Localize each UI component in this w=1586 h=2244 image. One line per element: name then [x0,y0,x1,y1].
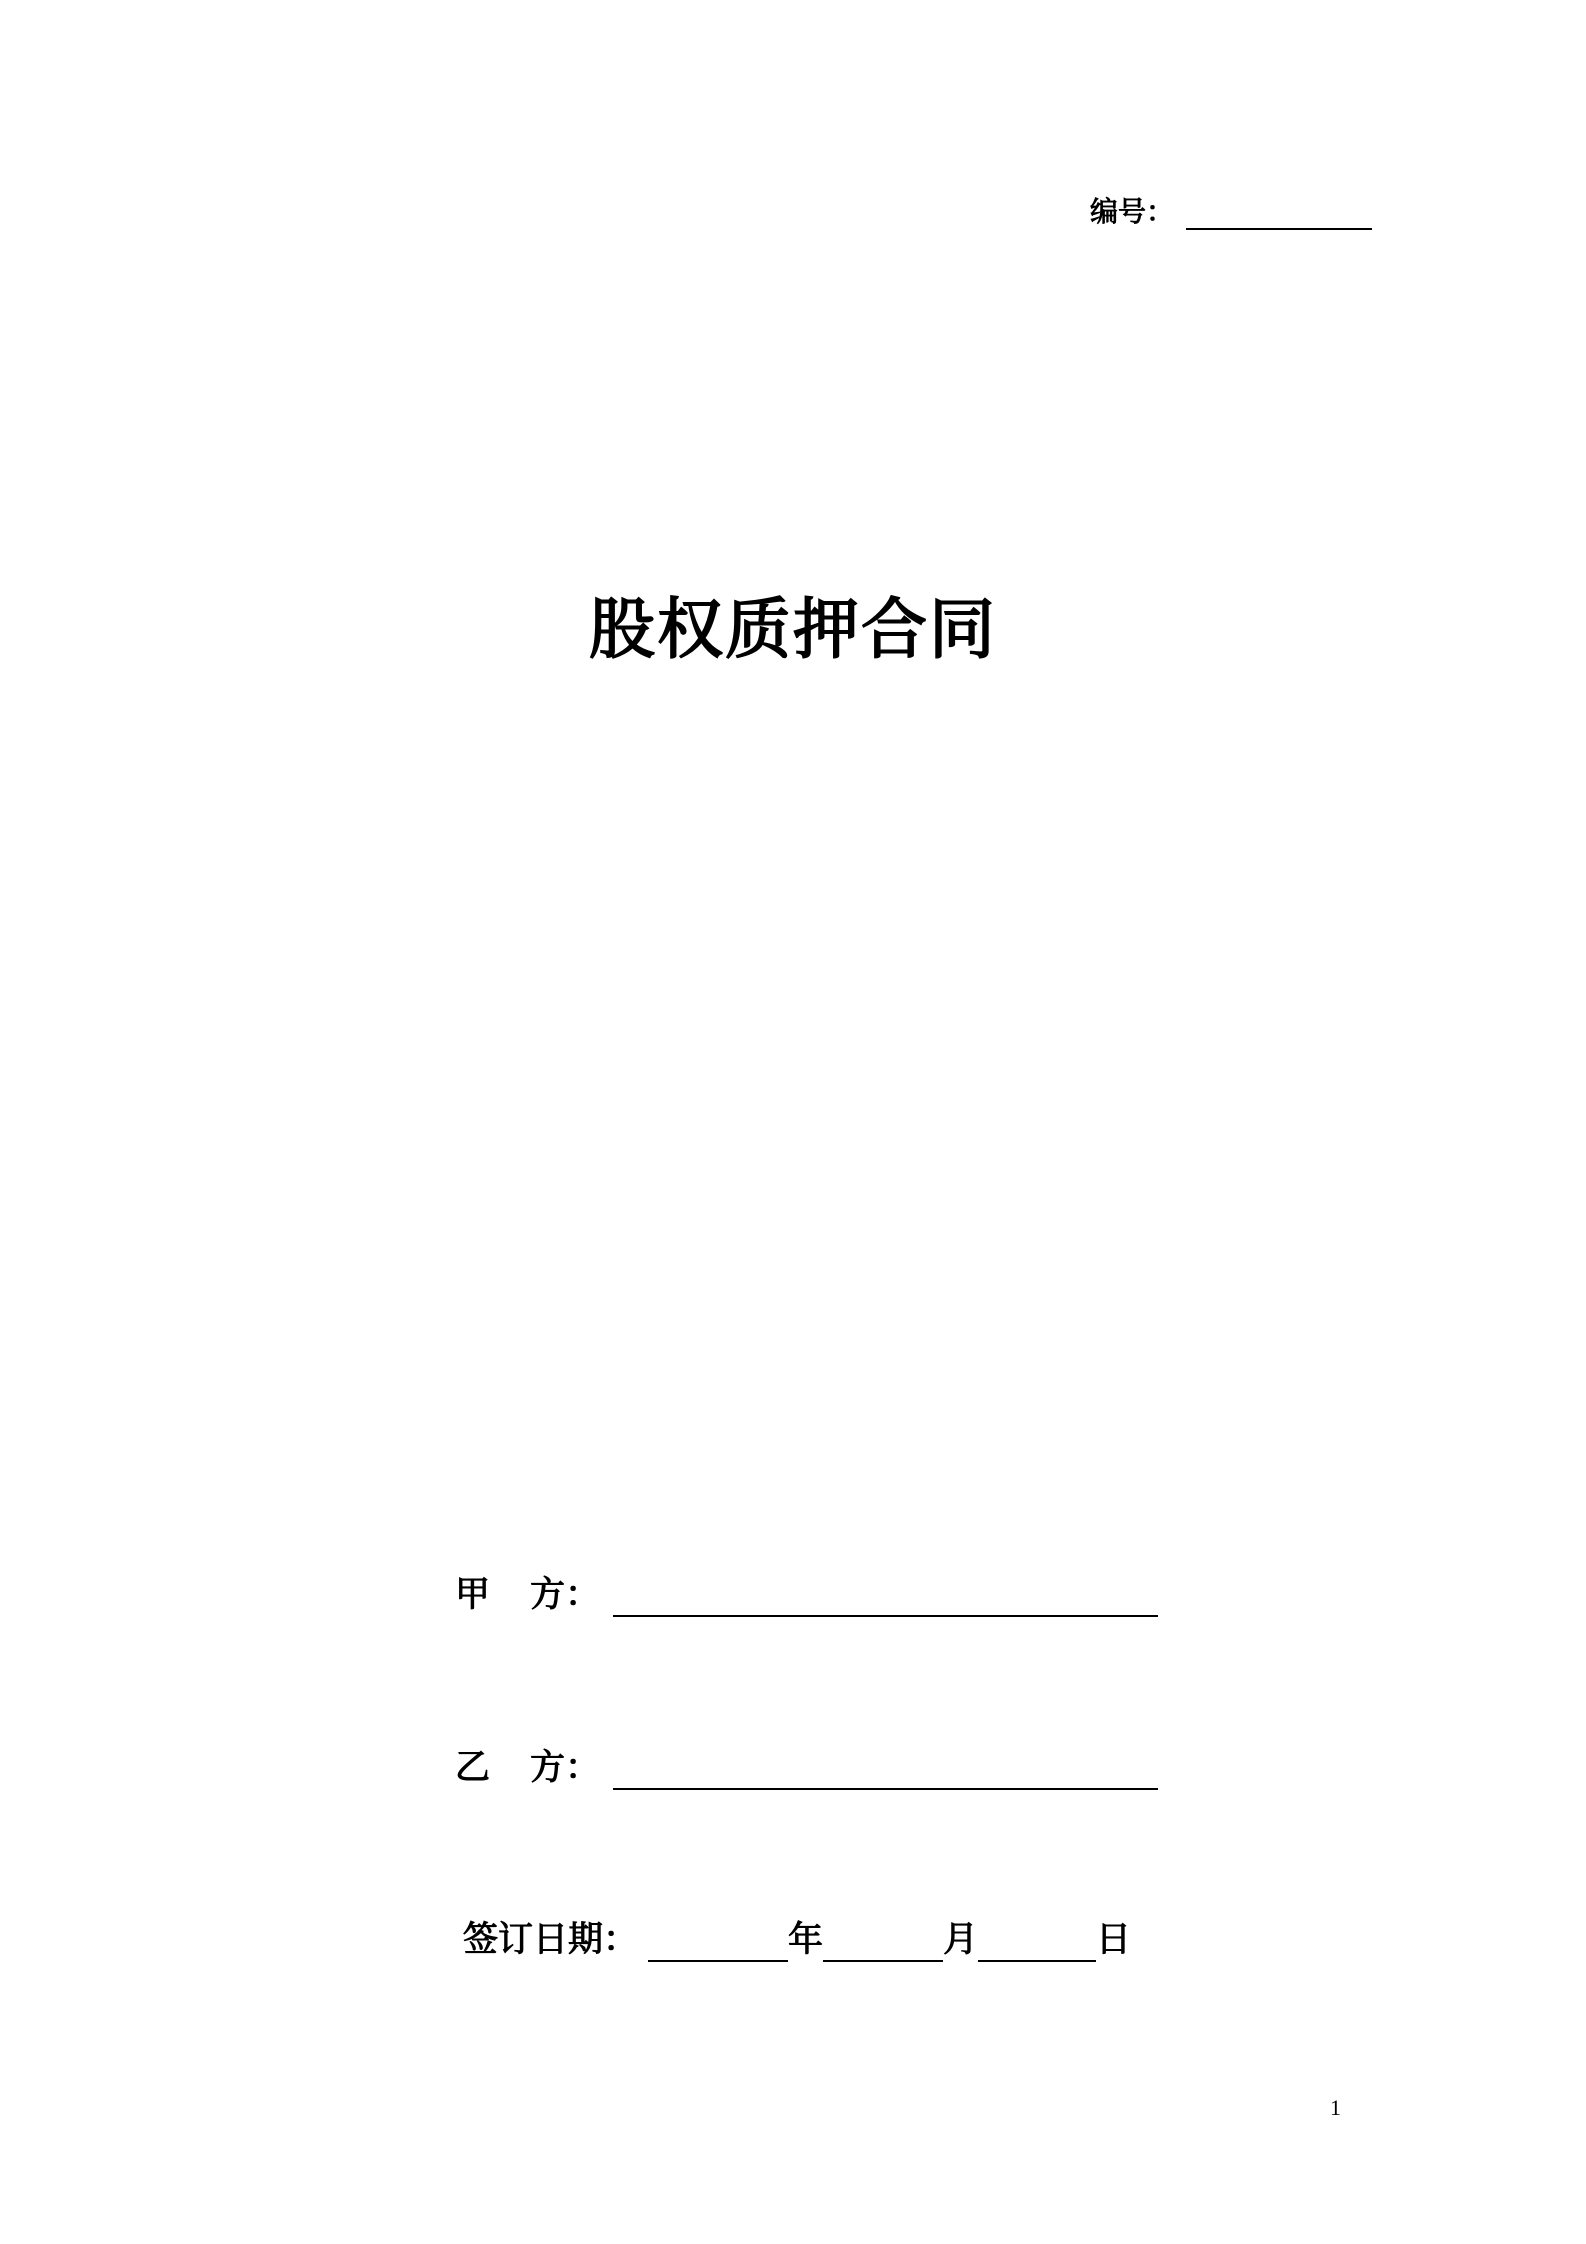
party-a-label-suffix: 方： [530,1575,601,1615]
contract-number-label: 编号： [1090,195,1175,228]
day-blank [978,1920,1096,1962]
year-label: 年 [788,1920,824,1960]
month-blank [823,1920,943,1962]
party-b-blank [613,1748,1158,1790]
party-a-label [455,1567,605,1617]
party-a-label-char: 甲 [455,1575,491,1615]
party-a-blank [613,1575,1158,1617]
contract-number-blank [1186,198,1372,230]
month-label: 月 [943,1920,979,1960]
sign-date-line [463,1910,1131,1962]
party-a-line [455,1567,1158,1617]
party-b-label-char: 乙 [455,1748,491,1788]
party-b-label-suffix: 方： [530,1748,601,1788]
contract-number-line [1090,190,1372,230]
document-title: 股权质押合同 [589,591,997,668]
party-b-label [455,1740,605,1790]
page-number: 1 [1330,2095,1341,2120]
day-label: 日 [1096,1920,1132,1960]
party-b-line [455,1740,1158,1790]
year-blank [648,1920,788,1962]
sign-date-label: 签订日期： [463,1920,639,1960]
